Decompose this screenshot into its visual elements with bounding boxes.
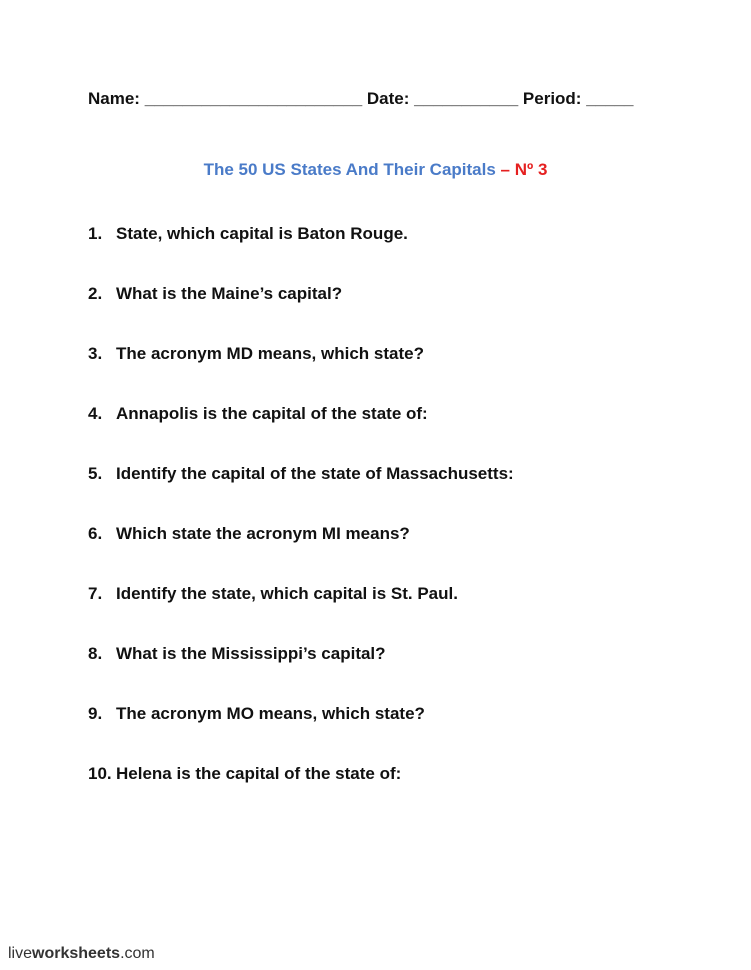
period-label: Period:: [522, 89, 582, 108]
date-label: Date:: [366, 89, 410, 108]
question-text: Identify the capital of the state of Massachusetts:: [116, 464, 514, 483]
question-text: Helena is the capital of the state of:: [116, 764, 402, 783]
question-item: [88, 404, 688, 464]
title-main: The 50 US States And Their Capitals: [203, 160, 496, 179]
question-item: [88, 704, 688, 764]
question-text: State, which capital is Baton Rouge.: [116, 224, 408, 243]
question-item: [88, 644, 688, 704]
question-text: Identify the state, which capital is St. Paul.: [116, 584, 458, 603]
question-number: 4.: [88, 404, 103, 423]
question-text: The acronym MO means, which state?: [116, 704, 425, 723]
question-number: 5.: [88, 464, 103, 483]
question-number: 1.: [88, 224, 103, 243]
question-number: 2.: [88, 284, 103, 303]
date-blank[interactable]: ___________: [414, 89, 519, 108]
question-number: 6.: [88, 524, 103, 543]
question-item: [88, 524, 688, 584]
name-blank[interactable]: _______________________: [144, 89, 363, 108]
student-info-line: [88, 89, 658, 109]
question-text: What is the Mississippi’s capital?: [116, 644, 386, 663]
logo-suffix: .com: [120, 945, 155, 962]
question-item: [88, 284, 688, 344]
logo-bold: worksheets: [32, 945, 121, 962]
name-label: Name:: [88, 89, 140, 108]
period-blank[interactable]: _____: [586, 89, 634, 108]
liveworksheets-logo: [8, 945, 155, 963]
title-dash: –: [500, 160, 511, 179]
question-number: 8.: [88, 644, 103, 663]
worksheet-title: [0, 160, 751, 180]
title-number: Nº 3: [514, 160, 548, 179]
question-text: Annapolis is the capital of the state of:: [116, 404, 428, 423]
question-number: 9.: [88, 704, 103, 723]
question-item: [88, 464, 688, 524]
question-item: [88, 764, 688, 824]
question-text: Which state the acronym MI means?: [116, 524, 410, 543]
question-item: [88, 224, 688, 284]
question-list: [88, 224, 688, 824]
question-text: The acronym MD means, which state?: [116, 344, 424, 363]
question-text: What is the Maine’s capital?: [116, 284, 343, 303]
question-number: 10.: [88, 764, 112, 783]
logo-light: live: [8, 945, 33, 962]
question-item: [88, 344, 688, 404]
question-item: [88, 584, 688, 644]
question-number: 3.: [88, 344, 103, 363]
question-number: 7.: [88, 584, 103, 603]
